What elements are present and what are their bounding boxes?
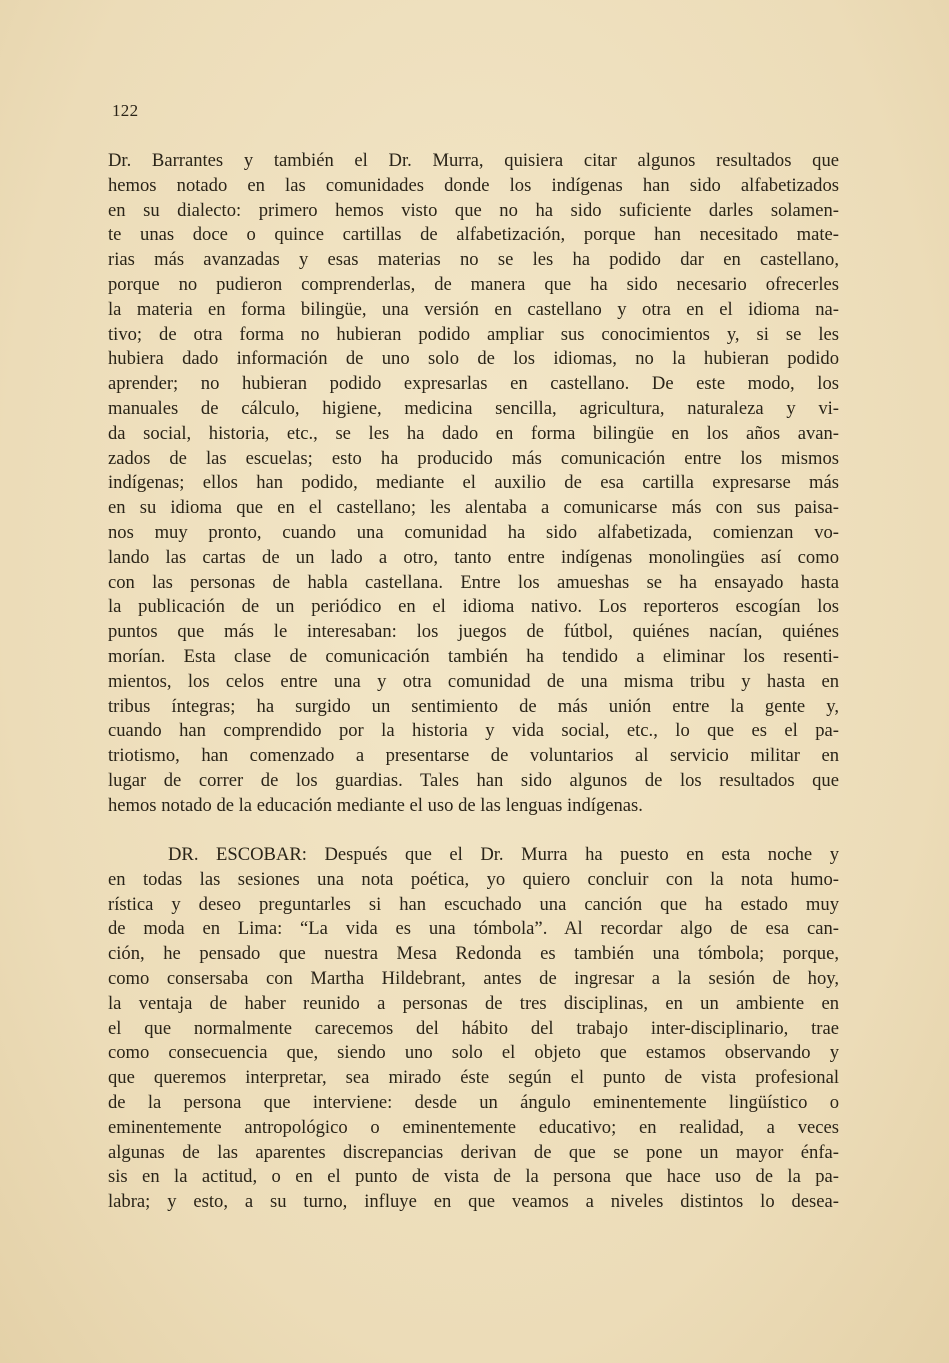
text-line: triotismo, han comenzado a presentarse de voluntarios al servicio militar en <box>108 745 839 767</box>
text-line: porque no pudieron comprenderlas, de manera que ha sido necesario ofrecerles <box>108 273 839 295</box>
paragraph-barrantes-continuation <box>108 149 839 819</box>
text-line: en todas las sesiones una nota poética, yo quiero concluir con la nota humo- <box>108 868 839 890</box>
text-line: te unas doce o quince cartillas de alfabetización, porque han necesitado mate- <box>108 224 839 246</box>
page-number: 122 <box>112 101 139 120</box>
paragraph-escobar <box>108 843 839 1215</box>
text-line: como consecuencia que, siendo uno solo el objeto que estamos observando y <box>108 1042 839 1064</box>
text-line: mientos, los celos entre una y otra comunidad de una misma tribu y hasta en <box>108 670 839 692</box>
text-line: aprender; no hubieran podido expresarlas en castellano. De este modo, los <box>108 373 839 395</box>
text-line: que queremos interpretar, sea mirado éste según el punto de vista profesional <box>108 1067 839 1089</box>
text-line: lugar de correr de los guardias. Tales han sido algunos de los resultados que <box>108 769 839 791</box>
text-line: labra; y esto, a su turno, influye en que veamos a niveles distintos lo desea- <box>108 1191 839 1213</box>
text-line: rística y deseo preguntarles si han escuchado una canción que ha estado muy <box>108 893 839 915</box>
text-line: da social, historia, etc., se les ha dado en forma bilingüe en los años avan- <box>108 422 839 444</box>
text-line: sis en la actitud, o en el punto de vista de la persona que hace uso de la pa- <box>108 1166 839 1188</box>
text-line: tivo; de otra forma no hubieran podido ampliar sus conocimientos y, si se les <box>108 323 839 345</box>
text-line: eminentemente antropológico o eminentemente educativo; en realidad, a veces <box>108 1116 839 1138</box>
text-line: ción, he pensado que nuestra Mesa Redonda es también una tómbola; porque, <box>108 943 839 965</box>
text-line: con las personas de habla castellana. Entre los amueshas se ha ensayado hasta <box>108 571 839 593</box>
text-line: nos muy pronto, cuando una comunidad ha sido alfabetizada, comienzan vo- <box>108 521 839 543</box>
text-line: en su idioma que en el castellano; les alentaba a comunicarse más con sus paisa- <box>108 497 839 519</box>
text-line: rias más avanzadas y esas materias no se les ha podido dar en castellano, <box>108 249 839 271</box>
text-line: en su dialecto: primero hemos visto que no ha sido suficiente darles solamen- <box>108 199 839 221</box>
text-line: lando las cartas de un lado a otro, tanto entre indígenas monolingües así como <box>108 546 839 568</box>
text-line: puntos que más le interesaban: los juegos de fútbol, quiénes nacían, quiénes <box>108 621 839 643</box>
text-line: hemos notado de la educación mediante el uso de las lenguas indígenas. <box>108 794 643 816</box>
text-line: tribus íntegras; ha surgido un sentimiento de más unión entre la gente y, <box>108 695 839 717</box>
speaker-line: DR. ESCOBAR: Después que el Dr. Murra ha puesto en esta noche y <box>168 844 839 865</box>
text-line: indígenas; ellos han podido, mediante el auxilio de esa cartilla expresarse más <box>108 472 839 494</box>
text-line: algunas de las aparentes discrepancias derivan de que se pone un mayor énfa- <box>108 1141 839 1163</box>
text-line: Dr. Barrantes y también el Dr. Murra, quisiera citar algunos resultados que <box>108 150 839 171</box>
text-line: manuales de cálculo, higiene, medicina sencilla, agricultura, naturaleza y vi- <box>108 397 839 419</box>
text-line: cuando han comprendido por la historia y vida social, etc., lo que es el pa- <box>108 720 839 742</box>
text-line: la ventaja de haber reunido a personas de tres disciplinas, en un ambiente en <box>108 992 839 1014</box>
text-line: la publicación de un periódico en el idioma nativo. Los reporteros escogían los <box>108 596 839 618</box>
text-line: zados de las escuelas; esto ha producido más comunicación entre los mismos <box>108 447 839 469</box>
text-line: hubiera dado información de uno solo de los idiomas, no la hubieran podido <box>108 348 839 370</box>
text-line: de la persona que interviene: desde un ángulo eminentemente lingüístico o <box>108 1091 839 1113</box>
text-line: como consersaba con Martha Hildebrant, antes de ingresar a la sesión de hoy, <box>108 967 839 989</box>
text-line: la materia en forma bilingüe, una versión en castellano y otra en el idioma na- <box>108 298 839 320</box>
text-line: hemos notado en las comunidades donde los indígenas han sido alfabetizados <box>108 174 839 196</box>
text-line: de moda en Lima: “La vida es una tómbola”. Al recordar algo de esa can- <box>108 918 839 940</box>
text-line: morían. Esta clase de comunicación también ha tendido a eliminar los resenti- <box>108 645 839 667</box>
text-line: el que normalmente carecemos del hábito del trabajo inter-disciplinario, trae <box>108 1017 839 1039</box>
